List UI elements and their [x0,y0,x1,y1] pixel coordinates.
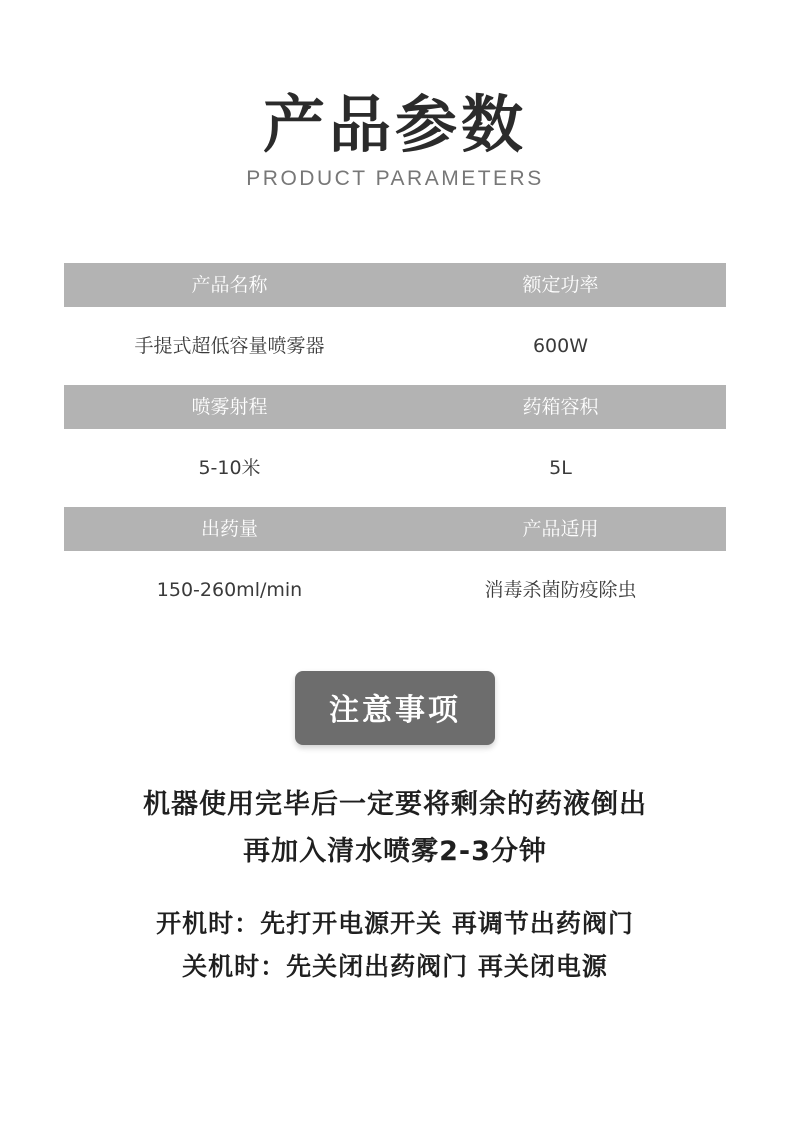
notice-line: 开机时：先打开电源开关 再调节出药阀门 [156,908,634,938]
table-cell-left: 5-10米 [198,457,261,480]
table-cell-right: 药箱容积 [522,396,599,419]
table-cell-right: 5L [549,457,572,480]
table-cell-left: 150-260ml/min [156,579,303,602]
notice-badge: 注意事项 [295,671,495,745]
notice-spacer [0,876,790,902]
table-cell-right: 消毒杀菌防疫除虫 [484,579,637,602]
page-header [0,0,790,191]
table-cell-right: 600W [532,335,589,358]
table-cell-left: 产品名称 [191,274,268,297]
table-cell-right: 产品适用 [522,518,599,541]
notice-badge-wrap [0,671,790,745]
notice-line: 关机时：先关闭出药阀门 再关闭电源 [182,952,608,982]
table-cell-right: 额定功率 [522,274,599,297]
table-row [64,507,726,551]
table-cell-left: 手提式超低容量喷雾器 [134,335,325,358]
spec-table [64,263,726,629]
notice-text-block [0,781,790,989]
table-cell-left: 喷雾射程 [191,396,268,419]
table-row [64,551,726,629]
table-cell-left: 出药量 [200,518,258,541]
page-title: 产品参数 [262,88,527,161]
table-row [64,429,726,507]
notice-line: 机器使用完毕后一定要将剩余的药液倒出 [143,789,647,821]
page-subtitle: PRODUCT PARAMETERS [246,167,544,191]
table-row [64,385,726,429]
notice-line: 再加入清水喷雾2-3分钟 [243,836,547,868]
table-row [64,307,726,385]
table-row [64,263,726,307]
